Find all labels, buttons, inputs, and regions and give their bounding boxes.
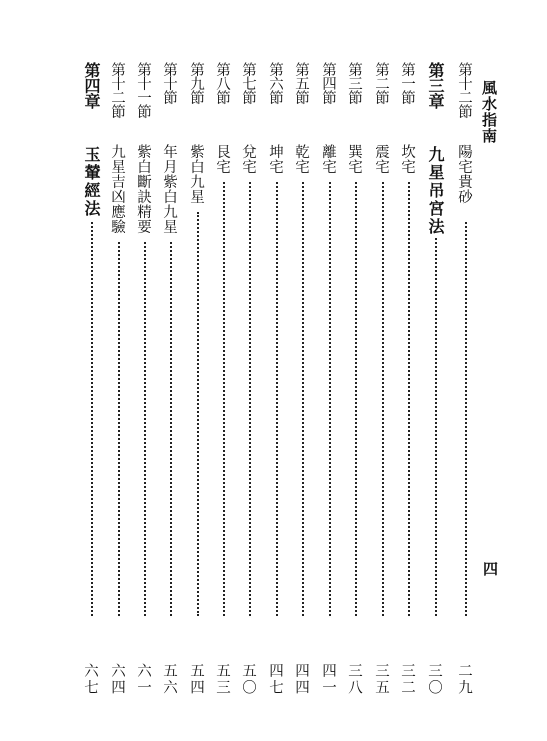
toc-page-number: 六四 [109,663,125,696]
toc-section-label: 第四節 [320,62,336,104]
toc-entry [133,62,157,698]
toc-entry-title: 紫白九星 [188,144,204,204]
dot-leader [197,212,199,616]
toc-entry [238,62,262,698]
toc-section-label: 第九節 [188,62,204,104]
toc-entry-title: 陽宅貴砂 [456,144,472,204]
dot-leader [465,222,467,616]
toc-entry [186,62,210,698]
toc-page-number: 五〇 [240,663,256,696]
toc-entry [344,62,368,698]
toc-entry [318,62,342,698]
toc-chapter-entry [424,62,448,698]
toc-page-number: 六一 [135,663,151,696]
toc-page-number: 五六 [161,663,177,696]
toc-entry [371,62,395,698]
toc-page-number: 三五 [373,663,389,696]
toc-page-number: 五四 [188,663,204,696]
toc-chapter-title: 九星吊宮法 [426,146,445,236]
dot-leader [382,182,384,616]
dot-leader [118,242,120,616]
toc-page-number: 六七 [82,663,98,696]
toc-page-number: 四七 [267,663,283,696]
toc-entry [397,62,421,698]
toc-entry [265,62,289,698]
toc-entry [159,62,183,698]
dot-leader [91,222,93,616]
toc-section-label: 第五節 [293,62,309,104]
toc-entry-title: 兌宅 [240,144,256,174]
toc-section-label: 第二節 [373,62,389,104]
toc-section-label: 第十節 [161,62,177,104]
toc-entry-title: 坤宅 [267,144,283,174]
toc-section-label: 第十一節 [135,62,151,118]
toc-section-label: 第七節 [240,62,256,104]
toc-chapter-title: 玉輦經法 [82,146,101,218]
toc-page-number: 二九 [456,663,472,696]
dot-leader [249,182,251,616]
toc-chapter-entry [80,62,104,698]
toc-page-number: 三二 [399,663,415,696]
dot-leader [408,182,410,616]
dot-leader [276,182,278,616]
toc-section-label: 第八節 [214,62,230,104]
toc-entry [212,62,236,698]
toc-section-label: 第十二節 [109,62,125,118]
dot-leader [144,242,146,616]
toc-entry-title: 震宅 [373,144,389,174]
dot-leader [170,242,172,616]
toc-section-label: 第三節 [346,62,362,104]
dot-leader [435,238,437,616]
toc-chapter-label: 第四章 [82,62,101,109]
dot-leader [223,182,225,616]
toc-entry-title: 艮宅 [214,144,230,174]
toc-page-number: 四一 [320,663,336,696]
toc-section-label: 第一節 [399,62,415,104]
toc-entry-title: 坎宅 [399,144,415,174]
toc-page-number: 三八 [346,663,362,696]
toc-entry-title: 九星吉凶應驗 [109,144,125,234]
toc-page-number: 三〇 [426,663,442,696]
dot-leader [302,182,304,616]
toc-entry [107,62,131,698]
toc-entry-title: 紫白斷訣精要 [135,144,151,234]
toc-entry-title: 離宅 [320,144,336,174]
dot-leader [329,182,331,616]
toc-section-label: 第十二節 [456,62,472,118]
toc-page-number: 四四 [293,663,309,696]
running-title: 風水指南 [480,80,498,144]
toc-chapter-label: 第三章 [426,62,445,109]
toc-entry [291,62,315,698]
page-number: 四 [481,561,499,576]
dot-leader [355,182,357,616]
toc-entry-title: 年月紫白九星 [161,144,177,234]
toc-section-label: 第六節 [267,62,283,104]
toc-entry [454,62,478,698]
toc-page-number: 五三 [214,663,230,696]
toc-entry-title: 乾宅 [293,144,309,174]
toc-entry-title: 巽宅 [346,144,362,174]
